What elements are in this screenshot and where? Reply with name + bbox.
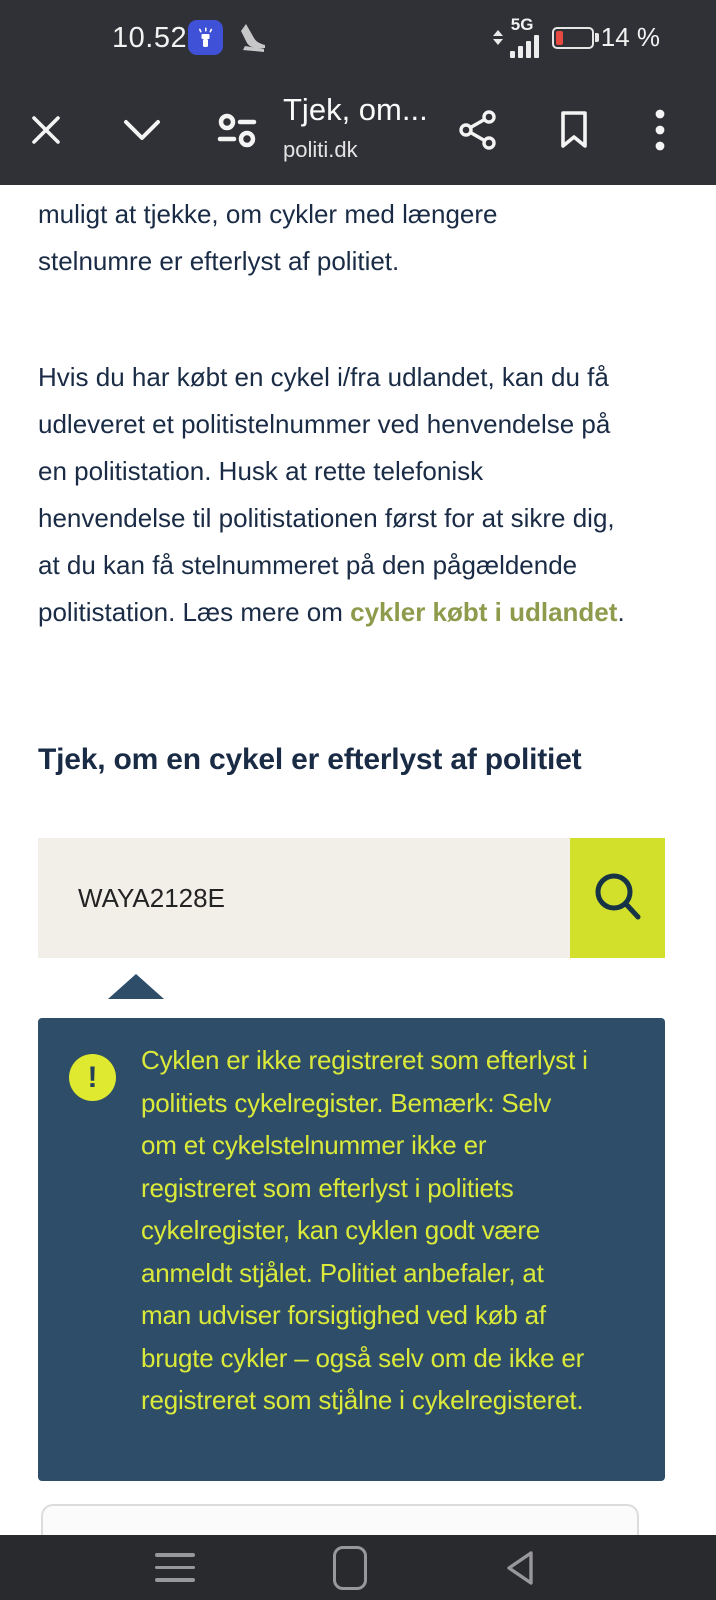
data-activity-arrows-icon bbox=[493, 30, 503, 45]
battery-percent-label: 14 % bbox=[600, 22, 660, 52]
network-type-label: 5G bbox=[510, 15, 534, 34]
body-text: politistation. Læs mere om bbox=[38, 597, 351, 627]
home-icon[interactable] bbox=[310, 1535, 390, 1600]
close-icon[interactable] bbox=[18, 75, 74, 185]
flashlight-notification-icon bbox=[188, 20, 223, 55]
search-button[interactable] bbox=[570, 838, 665, 958]
result-message: Cyklen er ikke registreret som efterlyst i politiets cykelregister. Bemærk: Selv om et cykelstelnummer ikke er registreret som efterlyst i politiets cykelregister, kan cyklen godt være anmeldt stjålet. Politiet anbefaler, at man udviser forsigtighed ved køb af brugte cykler – også selv om de ikke er registreret som stjålne i cykelregisteret. bbox=[141, 1045, 588, 1415]
android-navigation-bar bbox=[0, 1535, 716, 1600]
bookmark-icon[interactable] bbox=[546, 75, 602, 185]
overflow-menu-icon[interactable] bbox=[632, 75, 688, 185]
battery-icon bbox=[552, 27, 594, 49]
alert-glyph: ! bbox=[87, 1060, 98, 1094]
link-cykler-koebt-i-udlandet[interactable]: cykler købt i udlandet bbox=[350, 597, 618, 627]
share-icon[interactable] bbox=[450, 75, 506, 185]
chevron-down-icon[interactable] bbox=[114, 75, 170, 185]
frame-number-search-form bbox=[38, 838, 665, 958]
result-tooltip-caret bbox=[108, 974, 164, 999]
body-text-period: . bbox=[617, 597, 625, 627]
status-bar bbox=[0, 0, 716, 75]
search-result-panel bbox=[38, 1018, 665, 1481]
alert-icon bbox=[69, 1054, 116, 1101]
body-paragraph-last-line bbox=[38, 589, 678, 636]
back-icon[interactable] bbox=[480, 1535, 560, 1600]
body-paragraph: Hvis du har købt en cykel i/fra udlandet, kan du få udleveret et politistelnummer ved henvendelse på en politistation. Husk at rette telefonisk henvendelse til politistationen først for at sikre dig, at du kan få stelnummeret på den pågældende bbox=[38, 362, 615, 580]
signal-strength-icon bbox=[510, 17, 539, 58]
search-icon bbox=[589, 868, 647, 929]
custom-tab-toolbar bbox=[0, 75, 716, 185]
shoe-app-notification-icon bbox=[234, 22, 268, 59]
recents-menu-icon[interactable] bbox=[135, 1535, 215, 1600]
section-heading: Tjek, om en cykel er efterlyst af politiet bbox=[38, 743, 582, 776]
tune-settings-icon[interactable] bbox=[209, 75, 265, 185]
clock: 10.52 bbox=[112, 22, 188, 54]
intro-paragraph: muligt at tjekke, om cykler med længere stelnumre er efterlyst af politiet. bbox=[38, 199, 498, 276]
page-title: Tjek, om... bbox=[283, 92, 428, 127]
web-page-content bbox=[0, 185, 716, 1535]
frame-number-input[interactable] bbox=[38, 838, 570, 958]
page-domain: politi.dk bbox=[283, 137, 358, 162]
